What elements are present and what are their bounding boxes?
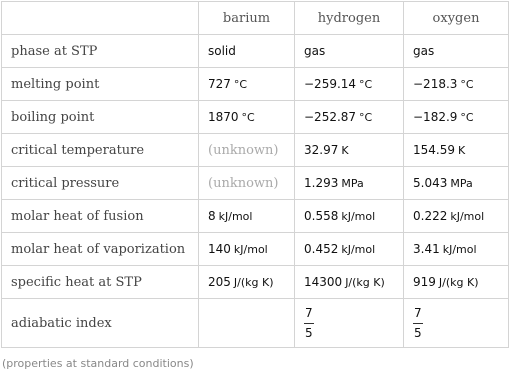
cell-oxygen — [404, 134, 509, 167]
cell-unit: J/(kg K) — [438, 276, 479, 289]
cell-barium — [199, 299, 295, 348]
cell-unit: °C — [359, 78, 373, 91]
cell-unit: °C — [233, 78, 248, 91]
row-label: specific heat at STP — [2, 266, 199, 299]
row-label: critical temperature — [2, 134, 199, 167]
cell-value: gas — [304, 44, 326, 58]
cell-oxygen — [404, 68, 509, 101]
row-label: molar heat of fusion — [2, 200, 199, 233]
row-label: molar heat of vaporization — [2, 233, 199, 266]
cell-value: −252.87 — [304, 110, 357, 124]
cell-oxygen — [404, 101, 509, 134]
cell-barium — [199, 68, 295, 101]
row-label: melting point — [2, 68, 199, 101]
cell-oxygen — [404, 299, 509, 348]
cell-value: −182.9 — [413, 110, 458, 124]
cell-value: (unknown) — [208, 142, 279, 158]
column-header-barium: barium — [199, 2, 295, 35]
table-row — [2, 68, 509, 101]
cell-barium — [199, 35, 295, 68]
table-row — [2, 299, 509, 348]
cell-unit: °C — [241, 111, 255, 124]
cell-unit: J/(kg K) — [233, 276, 274, 289]
cell-unit: kJ/mol — [218, 210, 253, 223]
element-properties-table — [1, 1, 509, 348]
fraction-numerator: 7 — [413, 306, 423, 324]
row-label: boiling point — [2, 101, 199, 134]
cell-value: 140 — [208, 242, 231, 256]
cell-hydrogen — [295, 68, 404, 101]
cell-value: 205 — [208, 275, 231, 289]
table-row — [2, 233, 509, 266]
cell-unit: J/(kg K) — [345, 276, 385, 289]
cell-hydrogen — [295, 233, 404, 266]
cell-value: 0.558 — [304, 209, 339, 223]
cell-barium — [199, 167, 295, 200]
cell-unit: MPa — [341, 177, 364, 190]
cell-oxygen — [404, 167, 509, 200]
cell-value: −259.14 — [304, 77, 357, 91]
cell-barium — [199, 266, 295, 299]
cell-unit: kJ/mol — [341, 210, 376, 223]
table-row — [2, 200, 509, 233]
table-row — [2, 266, 509, 299]
cell-barium — [199, 233, 295, 266]
cell-unit: K — [341, 144, 349, 157]
cell-unit: °C — [460, 78, 474, 91]
fraction-denominator: 5 — [305, 325, 313, 340]
cell-hydrogen — [295, 200, 404, 233]
cell-value: 0.452 — [304, 242, 339, 256]
cell-unit: MPa — [450, 177, 473, 190]
cell-unit: kJ/mol — [450, 210, 485, 223]
cell-value: 727 — [208, 77, 231, 91]
cell-oxygen — [404, 266, 509, 299]
cell-value: 5.043 — [413, 176, 448, 190]
cell-value: 154.59 — [413, 143, 455, 157]
cell-hydrogen — [295, 299, 404, 348]
table-row — [2, 167, 509, 200]
cell-value: 3.41 — [413, 242, 440, 256]
column-header-hydrogen: hydrogen — [295, 2, 404, 35]
cell-barium — [199, 101, 295, 134]
table-row — [2, 134, 509, 167]
cell-unit: kJ/mol — [442, 243, 477, 256]
cell-value: 32.97 — [304, 143, 339, 157]
table-row — [2, 35, 509, 68]
fraction-denominator: 5 — [414, 325, 422, 340]
footnote: (properties at standard conditions) — [2, 357, 194, 370]
element-properties-table-container — [1, 1, 508, 348]
cell-unit: kJ/mol — [233, 243, 268, 256]
fraction — [304, 306, 314, 341]
cell-value: 14300 — [304, 275, 343, 289]
row-label: phase at STP — [2, 35, 199, 68]
cell-value: 0.222 — [413, 209, 448, 223]
cell-barium — [199, 134, 295, 167]
cell-value: 8 — [208, 209, 216, 223]
cell-unit: °C — [460, 111, 474, 124]
row-label: adiabatic index — [2, 299, 199, 348]
column-header-oxygen: oxygen — [404, 2, 509, 35]
row-label: critical pressure — [2, 167, 199, 200]
cell-hydrogen — [295, 266, 404, 299]
header-empty-cell — [2, 2, 199, 35]
cell-value: gas — [413, 44, 435, 58]
table-header-row — [2, 2, 509, 35]
cell-value: (unknown) — [208, 175, 279, 191]
fraction — [413, 306, 423, 341]
cell-value: solid — [208, 44, 236, 58]
cell-barium — [199, 200, 295, 233]
fraction-numerator: 7 — [304, 306, 314, 324]
table-row — [2, 101, 509, 134]
cell-value: 1870 — [208, 110, 239, 124]
cell-value: −218.3 — [413, 77, 458, 91]
cell-oxygen — [404, 233, 509, 266]
cell-oxygen — [404, 200, 509, 233]
cell-hydrogen — [295, 101, 404, 134]
cell-unit: °C — [359, 111, 373, 124]
cell-unit: K — [458, 144, 466, 157]
cell-unit: kJ/mol — [341, 243, 376, 256]
cell-oxygen — [404, 35, 509, 68]
cell-value: 1.293 — [304, 176, 339, 190]
cell-hydrogen — [295, 134, 404, 167]
cell-hydrogen — [295, 167, 404, 200]
cell-value: 919 — [413, 275, 436, 289]
cell-hydrogen — [295, 35, 404, 68]
